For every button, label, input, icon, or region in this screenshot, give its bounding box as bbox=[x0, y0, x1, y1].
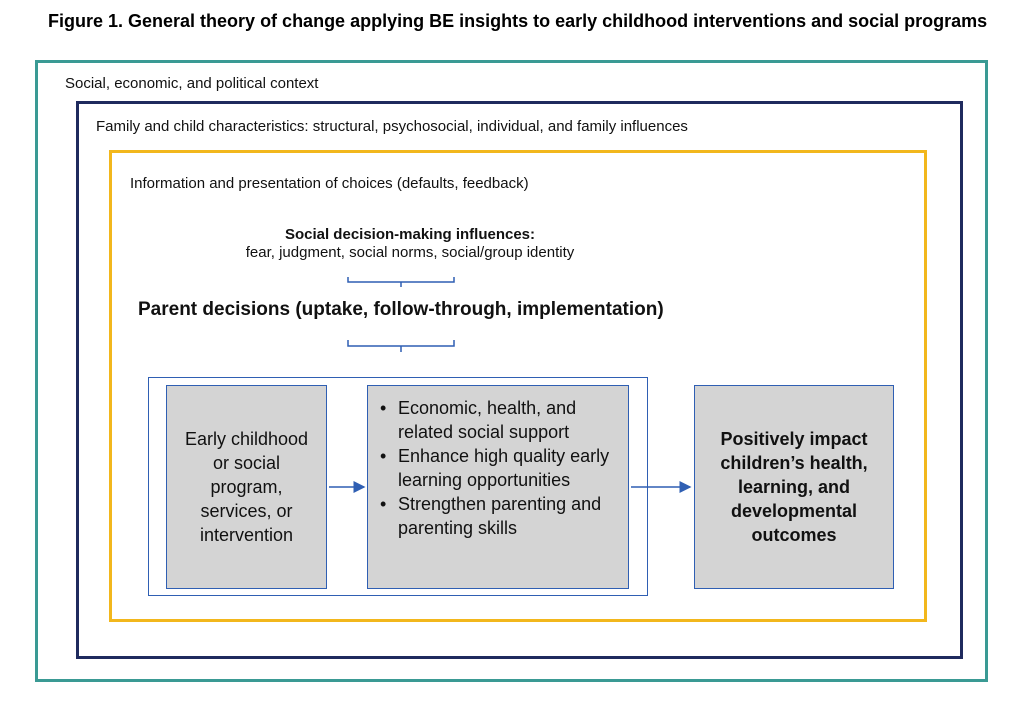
social-influences-list: fear, judgment, social norms, social/group identity bbox=[245, 244, 575, 261]
support-text: Strengthen parenting and parenting skills bbox=[398, 494, 602, 538]
social-influences-heading: Social decision-making influences: bbox=[284, 226, 536, 243]
support-text: Enhance high quality early learning opportunities bbox=[398, 446, 610, 490]
bracket-icon bbox=[348, 277, 454, 287]
social-economic-political-context-label: Social, economic, and political context bbox=[65, 75, 319, 92]
bracket-icon bbox=[348, 340, 454, 352]
bullet-icon: • bbox=[380, 446, 387, 466]
choice-presentation-label: Information and presentation of choices (defaults, feedback) bbox=[130, 175, 529, 192]
bullet-icon: • bbox=[380, 398, 387, 418]
parent-decisions-label: Parent decisions (uptake, follow-through, implementation) bbox=[138, 299, 664, 320]
figure-title: Figure 1. General theory of change applying BE insights to early childhood interventions and social programs bbox=[48, 11, 988, 31]
program-text: Early childhood or social program, services, or intervention bbox=[184, 429, 309, 545]
outcome-text: Positively impact children’s health, learning, and developmental outcomes bbox=[720, 429, 868, 545]
family-child-characteristics-label: Family and child characteristics: structural, psychosocial, individual, and family influences bbox=[96, 118, 688, 135]
support-text: Economic, health, and related social support bbox=[398, 398, 577, 442]
bullet-icon: • bbox=[380, 494, 387, 514]
